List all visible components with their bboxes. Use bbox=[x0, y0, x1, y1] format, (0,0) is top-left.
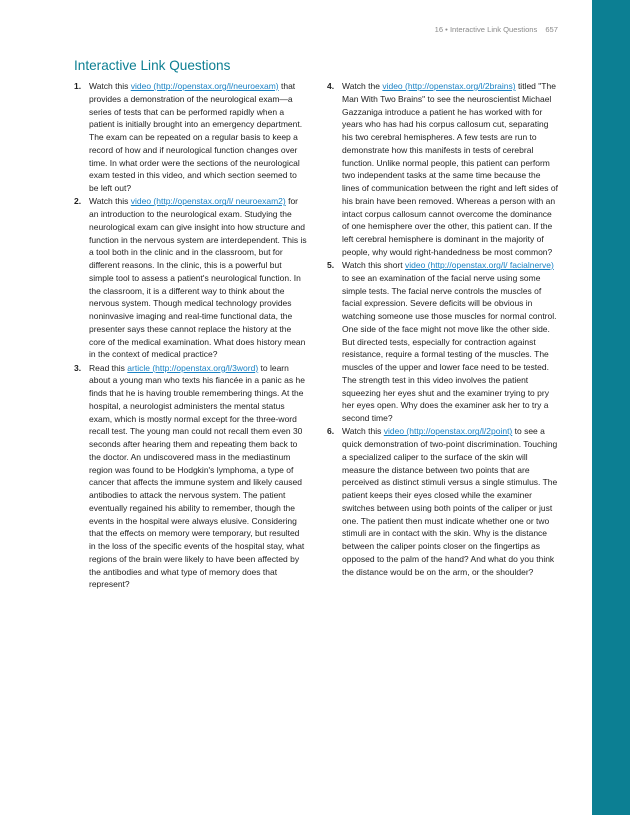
question-lead: Watch this bbox=[342, 426, 384, 437]
question-lead: Watch this bbox=[89, 196, 131, 207]
question-text: titled "The Man With Two Brains" to see the neuroscientist Michael Gazzaniga introduce a patient he has worked with for years who has had his corpus callosum cut, separating his two cerebral hemispheres. A few tests are run to demonstrate how this manifests in tests of cerebral function. Unlike normal people, this patient can perform two independent tasks at the same time because the lines of communication between the right and left sides of his brain have been removed. Whereas a person with an intact corpus callosum cannot overcome the dominance of one hemisphere over the other, this patient can. If the left cerebral hemisphere is dominant in the majority of people, why would right-handedness be most common? bbox=[342, 81, 558, 257]
running-header bbox=[370, 25, 558, 34]
question-number: 6. bbox=[327, 426, 335, 437]
question-number: 5. bbox=[327, 260, 335, 270]
question-lead: Read this bbox=[89, 362, 128, 373]
question-2 bbox=[74, 195, 307, 361]
question-text: to learn about a young man who texts his fiancée in a panic as he finds that he is having trouble remembering things. At the hospital, a neurologist administers the mental status exam, which is mostly normal except for the three-word recall test. The young man could not recall them even 30 seconds after hearing them and repeating them back to the doctor. An undiscovered mass in the mediastinum region was found to be Hodgkin's lymphoma, a type of cancer that affects the immune system and likely caused antibodies to attack the nervous system. The patient eventually regained his ability to remember, though the events in the hospital were always elusive. Considering that the effects on memory were temporary, but resulted in the loss of the specific events of the hospital stay, what regions of the brain were likely to have been affected by the antibodies and what type of memory does that represent? bbox=[89, 362, 305, 590]
question-1 bbox=[74, 80, 307, 195]
question-3 bbox=[74, 362, 307, 592]
right-column bbox=[327, 80, 560, 578]
video-link-2point[interactable]: video (http://openstax.org/l/2point) bbox=[383, 426, 513, 437]
question-text: to see an examination of the facial nerve using some simple tests. The facial nerve controls the muscles of facial expression. Severe deficits will be obvious in watching someone use those muscles for normal control. One side of the face might not move like the other side. But directed tests, especially for contraction against resistance, require a formal testing of the muscles. The muscles of the upper and lower face need to be tested. The strength test in this video involves the patient squeezing her eyes shut and the examiner trying to pry her eyes open. Why does the examiner ask her to try a second time? bbox=[342, 272, 557, 423]
question-5 bbox=[327, 259, 560, 425]
question-4 bbox=[327, 80, 560, 259]
question-number: 2. bbox=[74, 196, 82, 207]
question-6 bbox=[327, 425, 560, 578]
video-link-2brains[interactable]: video (http://openstax.org/l/2brains) bbox=[382, 81, 516, 91]
video-link-neuroexam[interactable]: video (http://openstax.org/l/neuroexam) bbox=[130, 81, 279, 91]
side-color-band bbox=[592, 0, 630, 815]
question-number: 3. bbox=[74, 362, 82, 373]
running-title: 16 • Interactive Link Questions bbox=[434, 25, 538, 34]
section-title: Interactive Link Questions bbox=[74, 58, 231, 73]
left-column bbox=[74, 80, 307, 591]
question-number: 4. bbox=[327, 81, 335, 91]
question-number: 1. bbox=[74, 81, 82, 91]
page-number: 657 bbox=[545, 25, 558, 34]
question-text: to see a quick demonstration of two-point discrimination. Touching a specialized caliper to the surface of the skin will measure the distance between two points that are perceived as distinct stimuli versus a single stimulus. The patient keeps their eyes closed while the examiner switches between using both points of the caliper or just one. The patient then must indicate whether one or two stimuli are in contact with the skin. Why is the distance between the caliper points closer on the fingertips as opposed to the palm of the hand? And what do you think the distance would be on the arm, or the shoulder? bbox=[342, 426, 558, 577]
video-link-neuroexam2[interactable]: video (http://openstax.org/l/ neuroexam2) bbox=[130, 196, 286, 207]
question-text: that provides a demonstration of the neurological exam—a series of tests that can be performed rapidly when a patient is initially brought into an emergency department. The exam can be repeated on a regular basis to keep a record of how and if neurological function changes over time. In what order were the sections of the neurological exam tested in this video, and which section seemed to be left out? bbox=[89, 81, 303, 193]
question-text: for an introduction to the neurological exam. Studying the neurological exam can give insight into how structure and function in the nervous system are interdependent. This is a tool both in the clinic and in the classroom, but for different reasons. In the clinic, this is a powerful but simple tool to assess a patient's neurological function. In the classroom, it is a different way to think about the nervous system. Though medical technology provides noninvasive imaging and real-time functional data, the presenter says these cannot replace the history at the core of the medical examination. What does history mean in the context of medical practice? bbox=[89, 196, 307, 360]
video-link-facialnerve[interactable]: video (http://openstax.org/l/ facialnerve) bbox=[404, 260, 554, 270]
question-lead: Watch this short bbox=[342, 260, 405, 270]
question-lead: Watch the bbox=[342, 81, 383, 91]
article-link-3word[interactable]: article (http://openstax.org/l/3word) bbox=[127, 362, 259, 373]
question-lead: Watch this bbox=[89, 81, 131, 91]
